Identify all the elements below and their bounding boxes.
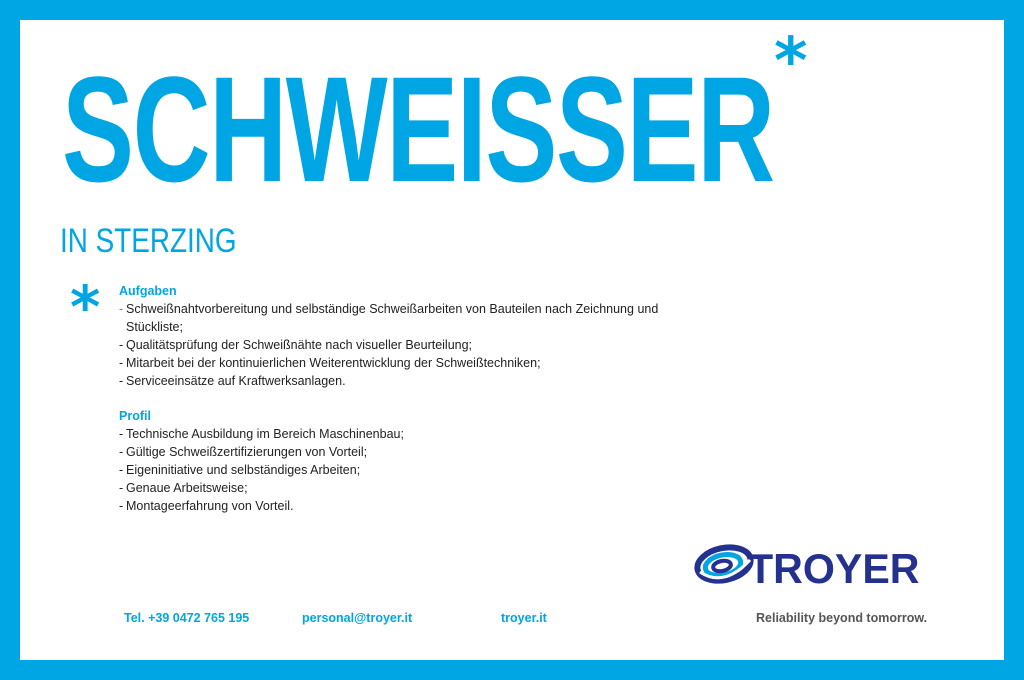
section-profil (119, 407, 679, 515)
list-item (119, 372, 679, 390)
list-item-text: Qualitätsprüfung der Schweißnähte nach visueller Beurteilung; (126, 338, 473, 352)
list-marker: - (119, 445, 124, 459)
list-marker: - (119, 374, 124, 388)
body-asterisk: * (70, 273, 101, 341)
section-heading-profil: Profil (119, 409, 151, 423)
list-item (119, 336, 679, 354)
poster-sheet (20, 20, 1004, 660)
list-marker: - (119, 499, 124, 513)
list-marker: - (119, 463, 124, 477)
list-item-text: Gültige Schweißzertifizierungen von Vorteil; (126, 445, 368, 459)
phone-link[interactable]: Tel. +39 0472 765 195 (124, 611, 250, 625)
job-title: SCHWEISSER (62, 45, 774, 213)
troyer-logo (694, 534, 954, 594)
list-item (119, 479, 679, 497)
list-item (119, 443, 679, 461)
list-item-text: Genaue Arbeitsweise; (126, 481, 248, 495)
company-tagline: Reliability beyond tomorrow. (756, 611, 928, 625)
list-item-text: Technische Ausbildung im Bereich Maschinenbau; (126, 427, 404, 441)
website-link[interactable]: troyer.it (501, 611, 547, 625)
list-item-text: Serviceeinsätze auf Kraftwerksanlagen. (126, 374, 346, 388)
list-item-text: Eigeninitiative und selbständiges Arbeiten; (126, 463, 361, 477)
aufgaben-list (119, 300, 679, 390)
profil-list (119, 425, 679, 515)
list-marker: - (119, 302, 124, 316)
list-marker: - (119, 356, 124, 370)
section-heading-aufgaben: Aufgaben (119, 284, 177, 298)
troyer-swirl-icon (694, 534, 756, 594)
list-item (119, 497, 679, 515)
list-item-text: Mitarbeit bei der kontinuierlichen Weiterentwicklung der Schweißtechniken; (126, 356, 541, 370)
list-marker: - (119, 427, 124, 441)
list-item-text: Schweißnahtvorbereitung und selbständige Schweißarbeiten von Bauteilen nach Zeichnung und Stückliste; (126, 302, 659, 334)
list-item-text: Montageerfahrung von Vorteil. (126, 499, 294, 513)
list-item (119, 354, 679, 372)
list-marker: - (119, 481, 124, 495)
job-description (119, 282, 679, 515)
list-item (119, 461, 679, 479)
email-link[interactable]: personal@troyer.it (302, 611, 413, 625)
logo-wordmark: TROYER (748, 545, 920, 592)
section-aufgaben (119, 282, 679, 390)
list-item (119, 425, 679, 443)
list-item (119, 300, 679, 336)
title-asterisk: * (774, 25, 808, 99)
list-marker: - (119, 338, 124, 352)
job-location: IN STERZING (60, 222, 237, 260)
